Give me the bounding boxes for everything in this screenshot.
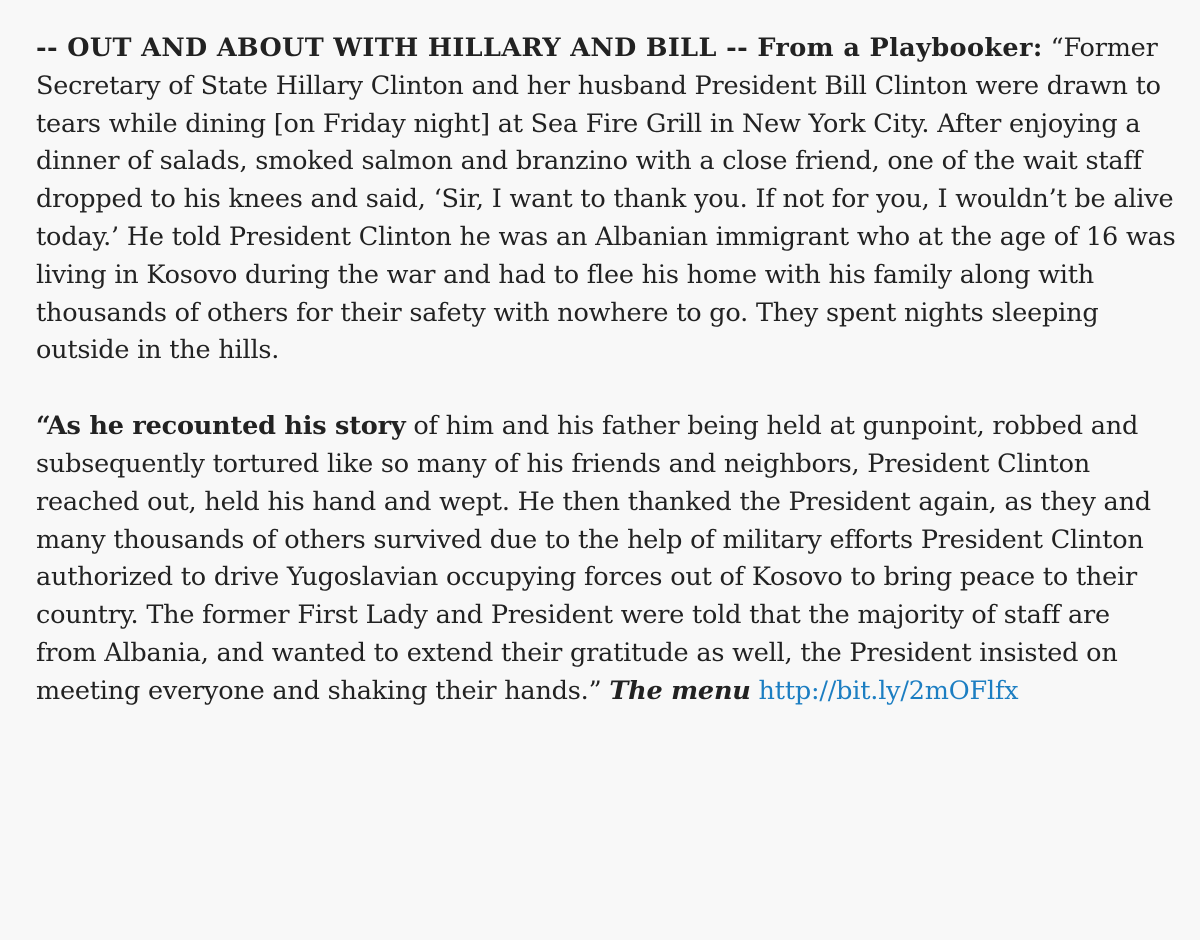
paragraph-lead: “As he recounted his story bbox=[36, 411, 406, 442]
article-body bbox=[36, 30, 1176, 711]
paragraph-intro-text: “Former Secretary of State Hillary Clinton and her husband President Bill Clinton were drawn to tears while dining [on Friday night] at Sea Fire Grill in New York City. After enjoying a dinner of salads, smoked salmon and branzino with a close friend, one of the wait staff dropped to his knees and said, ‘Sir, I want to thank you. If not for you, I wouldn’t be alive today.’ He told President Clinton he was an Albanian immigrant who at the age of 16 was living in Kosovo during the war and had to flee his home with his family along with thousands of others for their safety with nowhere to go. They spent nights sleeping outside in the hills. bbox=[36, 33, 1176, 366]
paragraph-story-text: of him and his father being held at gunpoint, robbed and subsequently tortured like so many of his friends and neighbors, President Clinton reached out, held his hand and wept. He then thanked the President again, as they and many thousands of others survived due to the help of military efforts President Clinton authorized to drive Yugoslavian occupying forces out of Kosovo to bring peace to their country. The former First Lady and President were told that the majority of staff are from Albania, and wanted to extend their gratitude as well, the President insisted on meeting everyone and shaking their hands.” bbox=[36, 411, 1151, 706]
menu-link[interactable]: http://bit.ly/2mOFlfx bbox=[758, 675, 1019, 706]
paragraph-intro bbox=[36, 30, 1176, 370]
section-headline: -- OUT AND ABOUT WITH HILLARY AND BILL -- From a Playbooker: bbox=[36, 33, 1043, 63]
menu-label: The menu bbox=[609, 675, 751, 706]
paragraph-story bbox=[36, 408, 1176, 710]
